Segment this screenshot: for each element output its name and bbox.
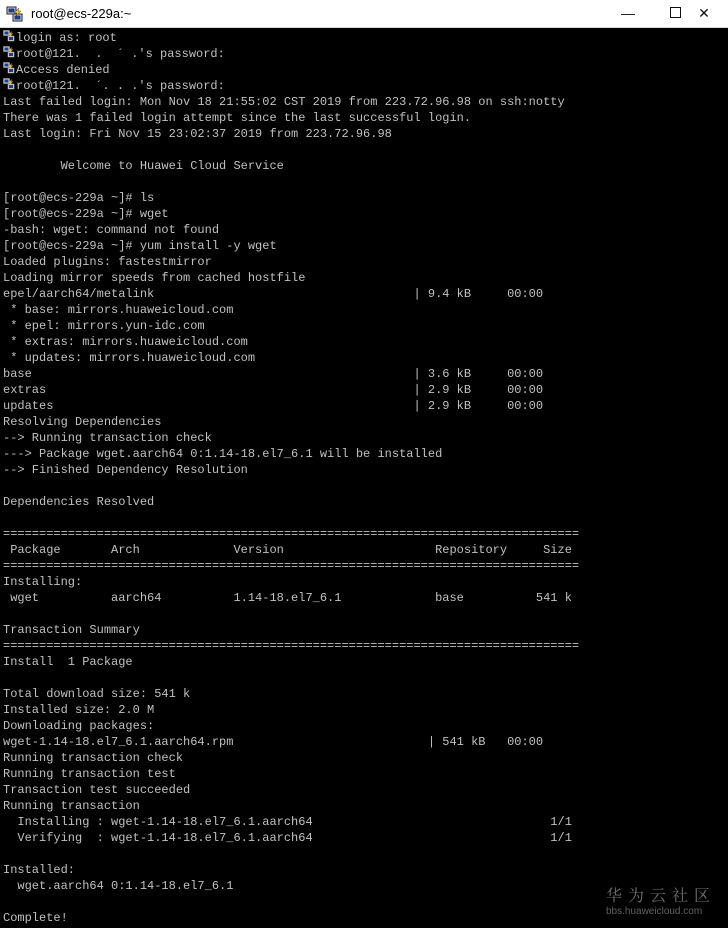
terminal-line bbox=[3, 30, 719, 46]
terminal-line-text: * updates: mirrors.huaweicloud.com bbox=[3, 351, 256, 365]
scrollbar[interactable] bbox=[720, 28, 728, 928]
terminal-line bbox=[3, 638, 719, 654]
terminal-line bbox=[3, 382, 719, 398]
terminal-line-text: Install 1 Package bbox=[3, 655, 133, 669]
terminal-line-text: epel/aarch64/metalink | 9.4 kB 00:00 bbox=[3, 287, 544, 301]
terminal-line-text: base | 3.6 kB 00:00 bbox=[3, 367, 544, 381]
terminal-line-text: --> Finished Dependency Resolution bbox=[3, 463, 248, 477]
terminal-line-text: login as: root bbox=[16, 31, 117, 45]
terminal-line-text: wget.aarch64 0:1.14-18.el7_6.1 bbox=[3, 879, 234, 893]
terminal-line-text: * epel: mirrors.yun-idc.com bbox=[3, 319, 205, 333]
terminal-line bbox=[3, 334, 719, 350]
terminal-line bbox=[3, 734, 719, 750]
terminal-line-text: extras | 2.9 kB 00:00 bbox=[3, 383, 544, 397]
putty-icon bbox=[3, 30, 15, 42]
terminal-line bbox=[3, 814, 719, 830]
terminal-line bbox=[3, 862, 719, 878]
terminal-line bbox=[3, 414, 719, 430]
terminal-line bbox=[3, 526, 719, 542]
terminal-line bbox=[3, 142, 719, 158]
terminal-line-text: Resolving Dependencies bbox=[3, 415, 162, 429]
terminal-line-text: * base: mirrors.huaweicloud.com bbox=[3, 303, 234, 317]
watermark-title: 华为云社区 bbox=[606, 888, 717, 905]
terminal-line bbox=[3, 750, 719, 766]
terminal-line bbox=[3, 398, 719, 414]
terminal-line-text: ================================================================================ bbox=[3, 559, 580, 573]
terminal-line-text: Package Arch Version Repository Size bbox=[3, 543, 572, 557]
terminal-line bbox=[3, 590, 719, 606]
terminal-line bbox=[3, 110, 719, 126]
terminal-line-text: Last failed login: Mon Nov 18 21:55:02 CST 2019 from 223.72.96.98 on ssh:notty bbox=[3, 95, 565, 109]
terminal-line-text: [root@ecs-229a ~]# ls bbox=[3, 191, 155, 205]
terminal-line bbox=[3, 702, 719, 718]
terminal-line-text: Total download size: 541 k bbox=[3, 687, 191, 701]
terminal-line bbox=[3, 174, 719, 190]
terminal-line bbox=[3, 78, 719, 94]
terminal-output[interactable] bbox=[3, 30, 719, 928]
terminal-line bbox=[3, 654, 719, 670]
terminal-line bbox=[3, 222, 719, 238]
close-button[interactable]: ✕ bbox=[698, 5, 710, 21]
terminal-line-text: ================================================================================ bbox=[3, 527, 580, 541]
terminal-line bbox=[3, 494, 719, 510]
title-bar[interactable] bbox=[0, 0, 728, 28]
terminal-line bbox=[3, 510, 719, 526]
terminal-line bbox=[3, 126, 719, 142]
terminal-line bbox=[3, 446, 719, 462]
terminal-line-text: root@121. ´. . .'s password: bbox=[16, 79, 225, 93]
terminal-line bbox=[3, 782, 719, 798]
terminal-line-text: Installing: bbox=[3, 575, 83, 589]
terminal-line bbox=[3, 270, 719, 286]
terminal-line-text: There was 1 failed login attempt since the last successful login. bbox=[3, 111, 472, 125]
terminal-line-text: [root@ecs-229a ~]# yum install -y wget bbox=[3, 239, 277, 253]
terminal-line bbox=[3, 670, 719, 686]
terminal-line-text: wget-1.14-18.el7_6.1.aarch64.rpm | 541 kB 00:00 bbox=[3, 735, 544, 749]
terminal-line bbox=[3, 286, 719, 302]
terminal-line bbox=[3, 94, 719, 110]
terminal-line-text: Installed size: 2.0 M bbox=[3, 703, 155, 717]
terminal-line-text: Downloading packages: bbox=[3, 719, 155, 733]
terminal-line-text: updates | 2.9 kB 00:00 bbox=[3, 399, 544, 413]
terminal-line-text: Installing : wget-1.14-18.el7_6.1.aarch64 1/1 bbox=[3, 815, 572, 829]
terminal-line bbox=[3, 718, 719, 734]
terminal-line bbox=[3, 830, 719, 846]
terminal-line-text: ================================================================================ bbox=[3, 639, 580, 653]
terminal-line-text: Running transaction test bbox=[3, 767, 176, 781]
terminal-line-text: Loaded plugins: fastestmirror bbox=[3, 255, 212, 269]
terminal-line bbox=[3, 430, 719, 446]
terminal-line-text: Installed: bbox=[3, 863, 76, 877]
terminal-line bbox=[3, 766, 719, 782]
window-title: root@ecs-229a:~ bbox=[31, 6, 132, 21]
terminal-line bbox=[3, 62, 719, 78]
terminal-line-text: * extras: mirrors.huaweicloud.com bbox=[3, 335, 248, 349]
terminal-line-text: --> Running transaction check bbox=[3, 431, 212, 445]
terminal-line-text: Dependencies Resolved bbox=[3, 495, 155, 509]
terminal-line-text: [root@ecs-229a ~]# wget bbox=[3, 207, 169, 221]
terminal-line-text: Last login: Fri Nov 15 23:02:37 2019 from 223.72.96.98 bbox=[3, 127, 392, 141]
minimize-button[interactable]: — bbox=[621, 5, 635, 21]
terminal-line-text: Complete! bbox=[3, 911, 68, 925]
terminal-line-text: Running transaction check bbox=[3, 751, 184, 765]
terminal-line bbox=[3, 478, 719, 494]
terminal-line-text: wget aarch64 1.14-18.el7_6.1 base 541 k bbox=[3, 591, 572, 605]
terminal-line bbox=[3, 302, 719, 318]
terminal-line bbox=[3, 254, 719, 270]
terminal-line-text: Transaction test succeeded bbox=[3, 783, 191, 797]
maximize-icon bbox=[670, 7, 681, 18]
terminal-line bbox=[3, 238, 719, 254]
terminal-line bbox=[3, 158, 719, 174]
terminal-line bbox=[3, 206, 719, 222]
terminal-line bbox=[3, 190, 719, 206]
terminal-line bbox=[3, 462, 719, 478]
terminal-line-text: Verifying : wget-1.14-18.el7_6.1.aarch64 1/1 bbox=[3, 831, 572, 845]
terminal-line bbox=[3, 366, 719, 382]
terminal-line-text: root@121. . ´ .'s password: bbox=[16, 47, 225, 61]
terminal-line bbox=[3, 606, 719, 622]
terminal-line-text: -bash: wget: command not found bbox=[3, 223, 220, 237]
putty-icon bbox=[3, 62, 15, 74]
terminal-line bbox=[3, 574, 719, 590]
terminal-line-text: Transaction Summary bbox=[3, 623, 140, 637]
terminal-line bbox=[3, 846, 719, 862]
putty-icon bbox=[3, 78, 15, 90]
terminal-line bbox=[3, 542, 719, 558]
terminal-line bbox=[3, 622, 719, 638]
putty-icon bbox=[3, 46, 15, 58]
terminal-line bbox=[3, 46, 719, 62]
terminal-line bbox=[3, 558, 719, 574]
terminal-line-text: Loading mirror speeds from cached hostfile bbox=[3, 271, 306, 285]
terminal-line-text: ---> Package wget.aarch64 0:1.14-18.el7_6.1 will be installed bbox=[3, 447, 443, 461]
watermark-url: bbs.huaweicloud.com bbox=[606, 906, 703, 917]
terminal-line-text: Welcome to Huawei Cloud Service bbox=[3, 159, 284, 173]
terminal-line bbox=[3, 318, 719, 334]
putty-icon[interactable] bbox=[6, 6, 24, 22]
terminal-line bbox=[3, 350, 719, 366]
terminal-line bbox=[3, 686, 719, 702]
terminal-line-text: Running transaction bbox=[3, 799, 140, 813]
terminal-line-text: Access denied bbox=[16, 63, 110, 77]
watermark bbox=[606, 888, 718, 918]
terminal-line bbox=[3, 798, 719, 814]
